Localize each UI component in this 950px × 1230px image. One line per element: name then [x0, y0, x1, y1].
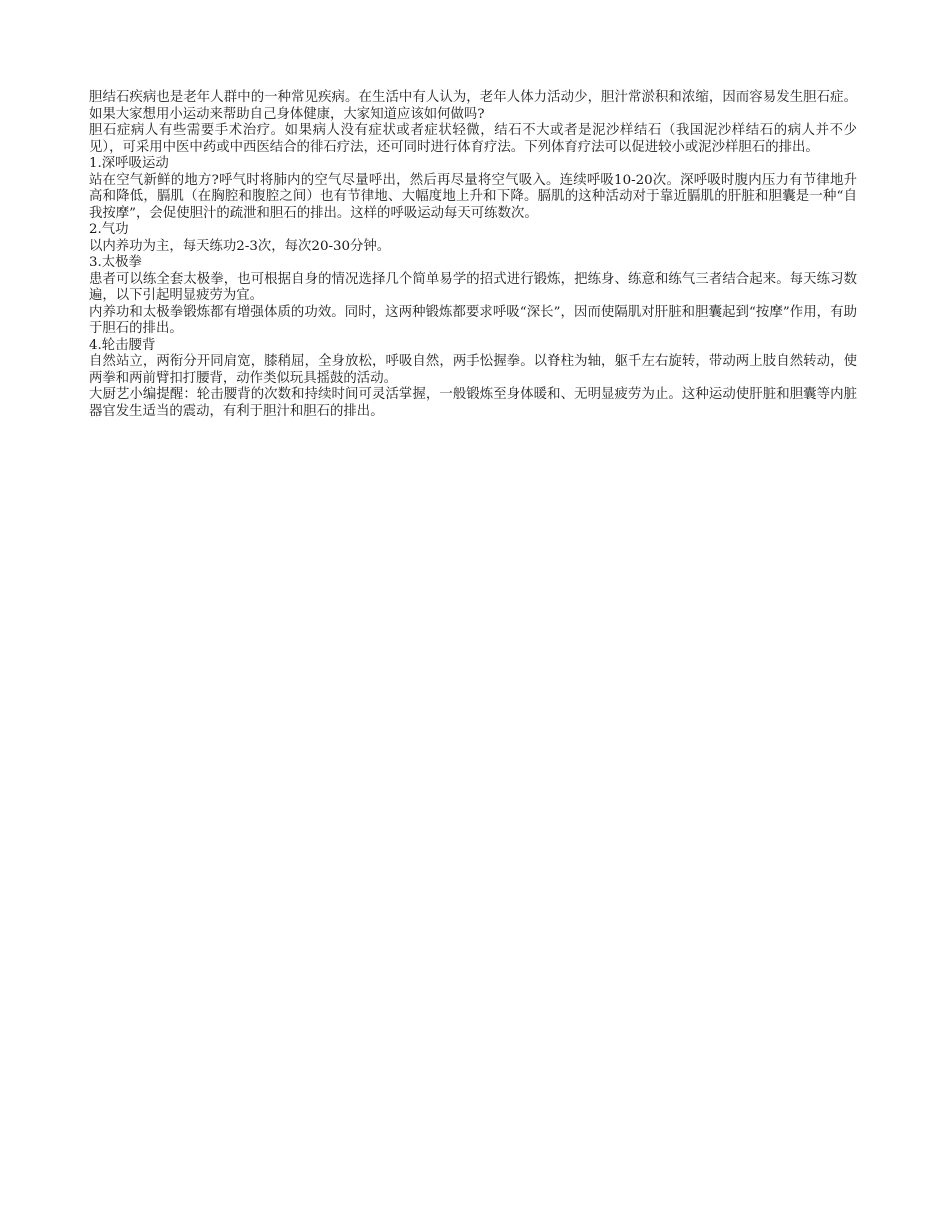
article-body — [89, 90, 857, 420]
editor-tip-paragraph: 大厨艺小编提醒：轮击腰背的次数和持续时间可灵活掌握，一般锻炼至身体暖和、无明显疲劳为止。这种运动使肝脏和胆囊等内脏器官发生适当的震动，有利于胆汁和胆石的排出。 — [89, 387, 857, 419]
qigong-paragraph: 以内养功为主，每天练功2-3次，每次20-30分钟。 — [89, 238, 391, 254]
section-heading-taichi: 3.太极拳 — [89, 255, 142, 270]
taichi-benefit-paragraph: 内养功和太极拳锻炼都有增强体质的功效。同时，这两种锻炼都要求呼吸“深长”，因而使隔肌对肝脏和胆囊起到“按摩”作用，有助于胆石的排出。 — [89, 304, 857, 336]
taichi-paragraph: 患者可以练全套太极拳，也可根据自身的情况选择几个简单易学的招式进行锻炼，把练身、练意和练气三者结合起来。每天练习数遍，以下引起明显疲劳为宜。 — [89, 271, 857, 303]
intro-paragraph: 胆结石疾病也是老年人群中的一种常见疾病。在生活中有人认为，老年人体力活动少，胆汁常淤积和浓缩，因而容易发生胆石症。如果大家想用小运动来帮助自己身体健康，大家知道应该如何做吗? — [89, 90, 857, 122]
section-heading-deep-breathing: 1.深呼吸运动 — [89, 156, 169, 171]
waist-tapping-paragraph: 自然站立，两衔分开同肩宽，膝稍屈，全身放松，呼吸自然，两手忪握拳。以脊柱为轴，躯千左右旋转，带动两上肢自然转动，使两拳和两前臂扣打腰背，动作类似玩具摇鼓的活动。 — [89, 354, 857, 386]
section-heading-waist-tapping: 4.轮击腰背 — [89, 337, 156, 353]
deep-breathing-paragraph: 站在空气新鲜的地方?呼气时将肺内的空气尽量呼出，然后再尽量将空气吸入。连续呼吸10-20次。深呼吸时腹内压力有节律地升高和降低，膈肌（在胸腔和腹腔之间）也有节律地、大幅度地上升和下降。膈肌的这种活动对于靠近膈肌的肝脏和胆囊是一种“自我按摩”，会促使胆汁的疏泄和胆石的排出。这样的呼吸运动每天可练数次。 — [89, 172, 857, 221]
section-heading-qigong: 2.气功 — [89, 222, 129, 237]
treatment-paragraph: 胆石症病人有些需要手术治疗。如果病人没有症状或者症状轻微，结石不大或者是泥沙样结石（我国泥沙样结石的病人并不少见），可采用中医中药或中西医结合的徘石疗法，还可同时进行体育疗法。下列体育疗法可以促进较小或泥沙样胆石的排出。 — [89, 123, 857, 155]
